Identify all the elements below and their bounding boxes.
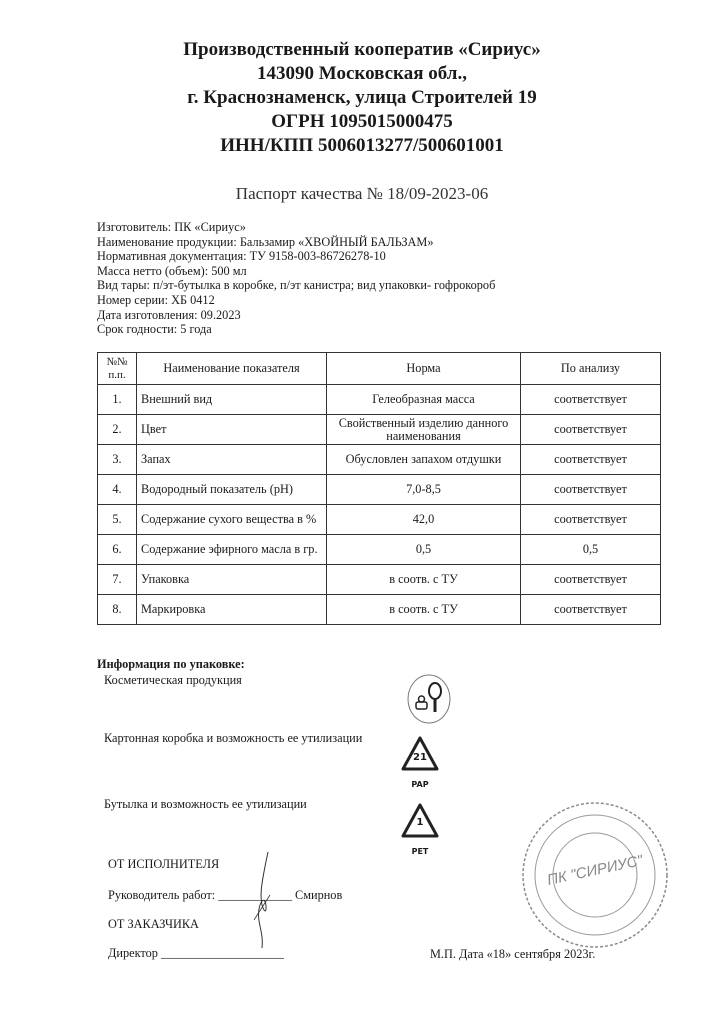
product-fields [97,220,495,337]
header-line: ИНН/КПП 5006013277/500601001 [220,135,504,156]
analysis-result: соответствует [521,445,661,475]
row-number: 6. [98,535,137,565]
head-label: Руководитель работ: ____________ [108,888,292,902]
field: Номер серии: ХБ 0412 [97,292,215,307]
seal-text: ПК "СИРИУС" [545,852,645,889]
field: Дата изготовления: 09.2023 [97,307,241,322]
indicator-name: Водородный показатель (pH) [137,475,327,505]
row-number: 8. [98,595,137,625]
col-header: Наименование показателя [137,353,327,385]
indicator-name: Запах [137,445,327,475]
analysis-result: соответствует [521,385,661,415]
table-row [98,445,661,475]
row-number: 7. [98,565,137,595]
table-row [98,595,661,625]
packaging-cosmetic: Косметическая продукция [104,673,242,687]
norm-value: 7,0-8,5 [327,475,521,505]
analysis-result: соответствует [521,415,661,445]
field: Нормативная документация: ТУ 9158-003-86726278-10 [97,249,386,264]
field: Наименование продукции: Бальзамир «ХВОЙНЫЙ БАЛЬЗАМ» [97,234,434,249]
row-number: 4. [98,475,137,505]
cosmetic-product-icon [405,674,453,729]
analysis-result: соответствует [521,505,661,535]
indicator-name: Упаковка [137,565,327,595]
norm-value: в соотв. с ТУ [327,565,521,595]
norm-value: Свойственный изделию данного наименования [327,415,521,445]
col-header: Норма [327,353,521,385]
analysis-result: соответствует [521,595,661,625]
header-line: Производственный кооператив «Сириус» [183,39,541,60]
director-label: Директор ____________________ [108,946,284,960]
indicator-name: Содержание эфирного масла в гр. [137,535,327,565]
customer-label: ОТ ЗАКАЗЧИКА [108,917,199,931]
row-number: 5. [98,505,137,535]
recycle-code: 21 [413,752,427,763]
indicator-name: Содержание сухого вещества в % [137,505,327,535]
analysis-result: 0,5 [521,535,661,565]
packaging-heading: Информация по упаковке: [97,657,245,671]
analysis-result: соответствует [521,475,661,505]
indicator-name: Внешний вид [137,385,327,415]
recycle-pet-icon [400,802,440,856]
field: Масса нетто (объем): 500 мл [97,263,247,278]
row-number: 3. [98,445,137,475]
table-row [98,535,661,565]
packaging-box: Картонная коробка и возможность ее утилизации [104,731,363,745]
recycle-pap-icon [400,735,440,789]
table-row [98,385,661,415]
company-seal [520,800,670,955]
norm-value: Гелеобразная масса [327,385,521,415]
quality-table [97,352,661,625]
analysis-result: соответствует [521,565,661,595]
norm-value: 0,5 [327,535,521,565]
header-line: ОГРН 1095015000475 [271,111,453,132]
col-header: №№ п.п. [98,353,137,385]
table-row [98,565,661,595]
stamp-date: М.П. Дата «18» сентября 2023г. [430,947,596,961]
recycle-code: 1 [416,817,424,828]
norm-value: Обусловлен запахом отдушки [327,445,521,475]
indicator-name: Цвет [137,415,327,445]
row-number: 1. [98,385,137,415]
row-number: 2. [98,415,137,445]
packaging-bottle: Бутылка и возможность ее утилизации [104,797,307,811]
signature-icon [240,850,280,950]
field: Срок годности: 5 года [97,322,212,337]
field: Изготовитель: ПК «Сириус» [97,220,246,234]
table-row [98,415,661,445]
header-line: г. Краснознаменск, улица Строителей 19 [187,87,537,108]
norm-value: в соотв. с ТУ [327,595,521,625]
col-header: По анализу [521,353,661,385]
recycle-label: PET [411,847,429,856]
norm-value: 42,0 [327,505,521,535]
table-row [98,475,661,505]
executor-label: ОТ ИСПОЛНИТЕЛЯ [108,857,220,871]
indicator-name: Маркировка [137,595,327,625]
field: Вид тары: п/эт-бутылка в коробке, п/эт канистра; вид упаковки- гофрокороб [97,278,496,293]
document-title: Паспорт качества № 18/09-2023-06 [235,184,489,203]
recycle-label: PAP [411,780,429,789]
table-row [98,505,661,535]
header-line: 143090 Московская обл., [257,63,467,84]
head-name: Смирнов [295,888,343,902]
